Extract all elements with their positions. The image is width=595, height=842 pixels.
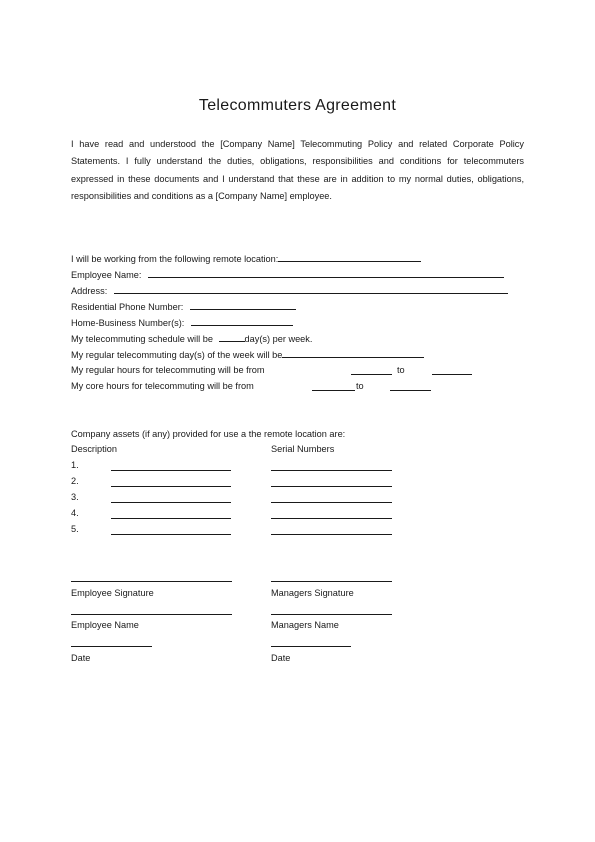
managers-name-label: Managers Name <box>271 620 339 630</box>
employee-name-line[interactable] <box>71 614 232 615</box>
employee-name-row <box>71 268 504 280</box>
asset-item-number: 1. <box>71 460 79 470</box>
core-hours-to-blank[interactable] <box>390 390 431 391</box>
managers-date-line[interactable] <box>271 646 351 647</box>
managers-name-line[interactable] <box>271 614 392 615</box>
asset-serial-blank[interactable] <box>271 470 392 471</box>
address-row <box>71 284 508 296</box>
remote-location-row <box>71 252 421 264</box>
schedule-days-blank[interactable] <box>219 332 245 342</box>
residential-phone-row <box>71 300 296 312</box>
regular-days-label: My regular telecommuting day(s) of the week will be <box>71 350 283 360</box>
core-hours-to-label: to <box>356 381 364 391</box>
schedule-prefix: My telecommuting schedule will be <box>71 334 213 344</box>
employee-date-line[interactable] <box>71 646 152 647</box>
schedule-suffix: day(s) per week. <box>244 334 313 344</box>
employee-name-label: Employee Name: <box>71 270 142 280</box>
core-hours-row <box>71 380 254 392</box>
asset-item-number: 3. <box>71 492 79 502</box>
core-hours-from-blank[interactable] <box>312 390 355 391</box>
core-hours-label: My core hours for telecommuting will be from <box>71 381 254 391</box>
asset-serial-blank[interactable] <box>271 534 392 535</box>
asset-item-number: 2. <box>71 476 79 486</box>
asset-serial-blank[interactable] <box>271 518 392 519</box>
address-label: Address: <box>71 286 108 296</box>
managers-date-label: Date <box>271 653 291 663</box>
home-business-blank[interactable] <box>191 316 293 326</box>
document-title: Telecommuters Agreement <box>198 97 397 114</box>
asset-serial-blank[interactable] <box>271 486 392 487</box>
regular-hours-label: My regular hours for telecommuting will be from <box>71 365 265 375</box>
asset-serial-blank[interactable] <box>271 502 392 503</box>
assets-serial-header: Serial Numbers <box>271 444 335 454</box>
asset-item-number: 4. <box>71 508 79 518</box>
intro-paragraph: I have read and understood the [Company Name] Telecommuting Policy and related Corporate Policy Statements. I fully understand the duties, obligations, responsibilities and conditions for telecommuters expressed in these documents and I understand that these are in addition to my normal duties, obligations, responsibilities and conditions as a [Company Name] employee. <box>71 139 524 202</box>
asset-item-number: 5. <box>71 524 79 534</box>
employee-name-sig-label: Employee Name <box>71 620 139 630</box>
assets-description-header: Description <box>71 444 117 454</box>
asset-description-blank[interactable] <box>111 518 231 519</box>
remote-location-blank[interactable] <box>278 252 421 262</box>
regular-hours-to-label: to <box>397 365 405 375</box>
employee-signature-line[interactable] <box>71 581 232 582</box>
asset-description-blank[interactable] <box>111 502 231 503</box>
residential-phone-blank[interactable] <box>190 300 296 310</box>
home-business-row <box>71 316 293 328</box>
regular-hours-row <box>71 364 265 376</box>
asset-description-blank[interactable] <box>111 486 231 487</box>
residential-phone-label: Residential Phone Number: <box>71 302 184 312</box>
managers-signature-line[interactable] <box>271 581 392 582</box>
asset-description-blank[interactable] <box>111 470 231 471</box>
regular-days-row <box>71 348 424 360</box>
regular-days-blank[interactable] <box>282 348 424 358</box>
home-business-label: Home-Business Number(s): <box>71 318 185 328</box>
regular-hours-from-blank[interactable] <box>351 374 392 375</box>
assets-heading: Company assets (if any) provided for use a the remote location are: <box>71 429 346 439</box>
regular-hours-to-blank[interactable] <box>432 374 472 375</box>
asset-description-blank[interactable] <box>111 534 231 535</box>
managers-signature-label: Managers Signature <box>271 588 354 598</box>
address-blank[interactable] <box>114 284 508 294</box>
employee-name-blank[interactable] <box>148 268 504 278</box>
remote-location-label: I will be working from the following remote location: <box>71 254 279 264</box>
employee-signature-label: Employee Signature <box>71 588 154 598</box>
schedule-row <box>71 332 312 344</box>
employee-date-label: Date <box>71 653 91 663</box>
